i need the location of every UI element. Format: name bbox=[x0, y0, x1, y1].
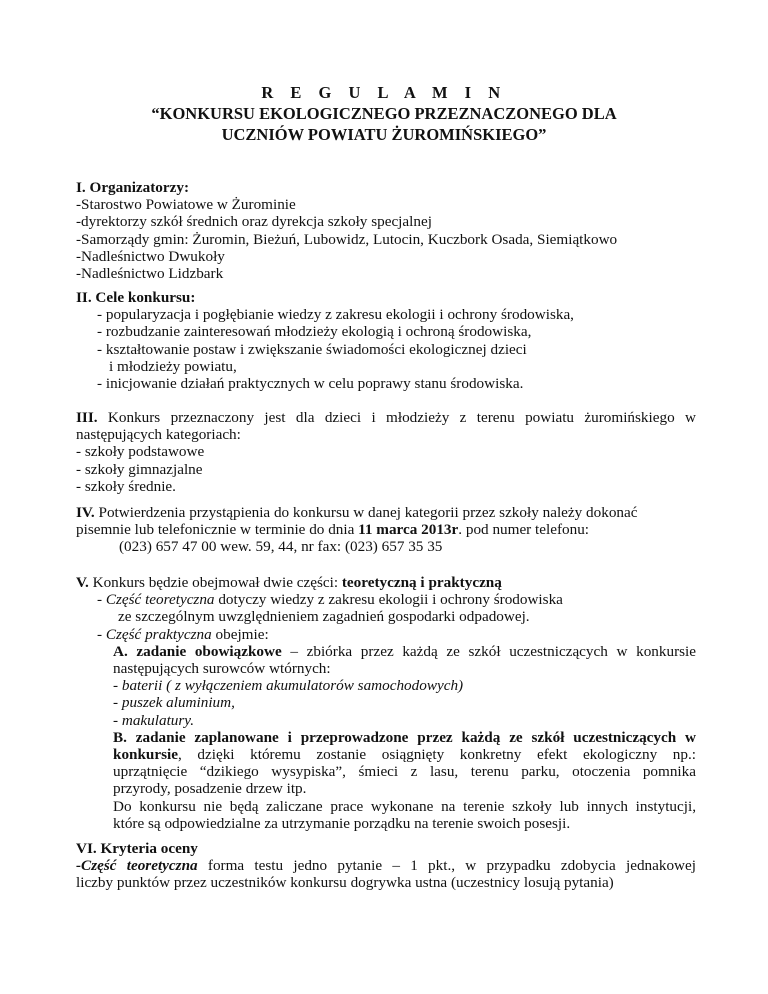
list-item: i młodzieży powiatu, bbox=[109, 357, 237, 375]
task-a-line-2: następujących surowców wtórnych: bbox=[113, 660, 331, 678]
list-item: - szkoły średnie. bbox=[76, 477, 176, 495]
task-a-line bbox=[76, 643, 696, 660]
list-item: - puszek aluminium, bbox=[113, 694, 235, 712]
practical-label: Część praktyczna bbox=[105, 625, 212, 643]
task-b-text: , dzięki któremu zostanie osiągnięty konkretny efekt ekologiczny np.: bbox=[178, 746, 696, 764]
theory-line-2: ze szczególnym uwzględnieniem zagadnień gospodarki odpadowej. bbox=[118, 608, 530, 626]
list-item: - kształtowanie postaw i zwiększanie świadomości ekologicznej dzieci bbox=[97, 340, 527, 358]
list-item: - szkoły podstawowe bbox=[76, 443, 205, 461]
task-b-line-3: uprzątnięcie “dzikiego wysypiska”, śmieci z lasu, terenu parku, otoczenia pomnika bbox=[113, 763, 696, 781]
list-item: - baterii ( z wyłączeniem akumulatorów samochodowych) bbox=[113, 677, 464, 695]
title-line-2: “KONKURSU EKOLOGICZNEGO PRZEZNACZONEGO DLA bbox=[151, 104, 617, 123]
parts-bold: teoretyczną i praktyczną bbox=[341, 574, 502, 591]
dash: - bbox=[97, 625, 106, 643]
section-number: III. bbox=[76, 409, 98, 426]
practical-part bbox=[76, 626, 696, 643]
practical-text: obejmie: bbox=[211, 625, 269, 643]
list-item: -Samorządy gmin: Żuromin, Bieżuń, Lubowidz, Lutocin, Kuczbork Osada, Siemiątkowo bbox=[76, 230, 618, 248]
list-item: - inicjowanie działań praktycznych w celu poprawy stanu środowiska. bbox=[97, 375, 524, 393]
theory-part bbox=[76, 591, 696, 608]
section-goals bbox=[76, 289, 696, 392]
title-line-3: UCZNIÓW POWIATU ŻUROMIŃSKIEGO” bbox=[221, 125, 547, 144]
section-text: Konkurs będzie obejmował dwie części: bbox=[88, 574, 342, 591]
deadline-text-rest: . pod numer telefonu: bbox=[458, 521, 590, 539]
note-line-1: Do konkursu nie będą zaliczane prace wykonane na terenie szkoły lub innych instytucji, bbox=[113, 797, 696, 815]
section-text: Konkurs przeznaczony jest dla dzieci i młodzieży z terenu powiatu żuromińskiego w bbox=[107, 409, 696, 426]
task-a-text: – zbiórka przez każdą ze szkół uczestniczących w konkursie bbox=[281, 642, 697, 660]
section-criteria bbox=[76, 840, 696, 892]
section-categories bbox=[76, 409, 696, 495]
criteria-text: forma testu jedno pytanie – 1 pkt., w przypadku zdobycia jednakowej bbox=[197, 857, 696, 875]
theory-label: Część teoretyczna bbox=[105, 591, 215, 609]
phone-number: (023) 657 47 00 wew. 59, 44, nr fax: (023) 657 35 35 bbox=[119, 538, 443, 556]
task-b-line-2 bbox=[76, 746, 696, 763]
list-item: -Nadleśnictwo Dwukoły bbox=[76, 247, 225, 265]
paragraph-line: następujących kategoriach: bbox=[76, 426, 241, 444]
theory-text: dotyczy wiedzy z zakresu ekologii i ochrony środowiska bbox=[214, 591, 563, 609]
section-text: Potwierdzenia przystąpienia do konkursu w danej kategorii przez szkoły należy dokonać bbox=[98, 504, 638, 521]
list-item: -Nadleśnictwo Lidzbark bbox=[76, 265, 224, 283]
list-item: - szkoły gimnazjalne bbox=[76, 460, 203, 478]
task-b-line-1: B. zadanie zaplanowane i przeprowadzone przez każdą ze szkół uczestniczących w bbox=[113, 728, 696, 746]
paragraph-line bbox=[76, 521, 696, 538]
task-a-label: A. zadanie obowiązkowe bbox=[113, 642, 282, 660]
criteria-line-1 bbox=[76, 857, 696, 874]
criteria-label: -Część teoretyczna bbox=[76, 857, 198, 875]
dash: - bbox=[97, 591, 106, 609]
section-registration bbox=[76, 504, 696, 556]
section-contest-parts bbox=[76, 574, 696, 832]
section-heading: II. Cele konkursu: bbox=[76, 289, 196, 306]
title-regulamin: R E G U L A M I N bbox=[261, 83, 507, 102]
deadline-text: pisemnie lub telefonicznie w terminie do dnia bbox=[76, 521, 359, 539]
section-number: IV. bbox=[76, 504, 95, 521]
list-item: - makulatury. bbox=[113, 711, 194, 729]
paragraph-line bbox=[76, 409, 696, 426]
note-line-2: które są odpowiedzialne za utrzymanie porządku na terenie swoich posesji. bbox=[113, 814, 571, 832]
section-number: V. bbox=[76, 574, 89, 591]
task-b-line-4: przyrody, posadzenie drzew itp. bbox=[113, 780, 307, 798]
section-heading: VI. Kryteria oceny bbox=[76, 840, 198, 857]
list-item: -Starostwo Powiatowe w Żurominie bbox=[76, 196, 296, 214]
section-organizers bbox=[76, 179, 696, 282]
list-item: -dyrektorzy szkół średnich oraz dyrekcja szkoły specjalnej bbox=[76, 213, 432, 231]
task-b-bold: konkursie bbox=[113, 746, 178, 764]
deadline-date: 11 marca 2013r bbox=[358, 521, 459, 539]
list-item: - popularyzacja i pogłębianie wiedzy z zakresu ekologii i ochrony środowiska, bbox=[97, 306, 574, 324]
criteria-line-2: liczby punktów przez uczestników konkursu dogrywka ustna (uczestnicy losują pytania) bbox=[76, 874, 614, 892]
section-heading: I. Organizatorzy: bbox=[76, 179, 190, 196]
paragraph-line bbox=[76, 574, 696, 591]
list-item: - rozbudzanie zainteresowań młodzieży ekologią i ochroną środowiska, bbox=[97, 323, 532, 341]
paragraph-line bbox=[76, 504, 696, 521]
